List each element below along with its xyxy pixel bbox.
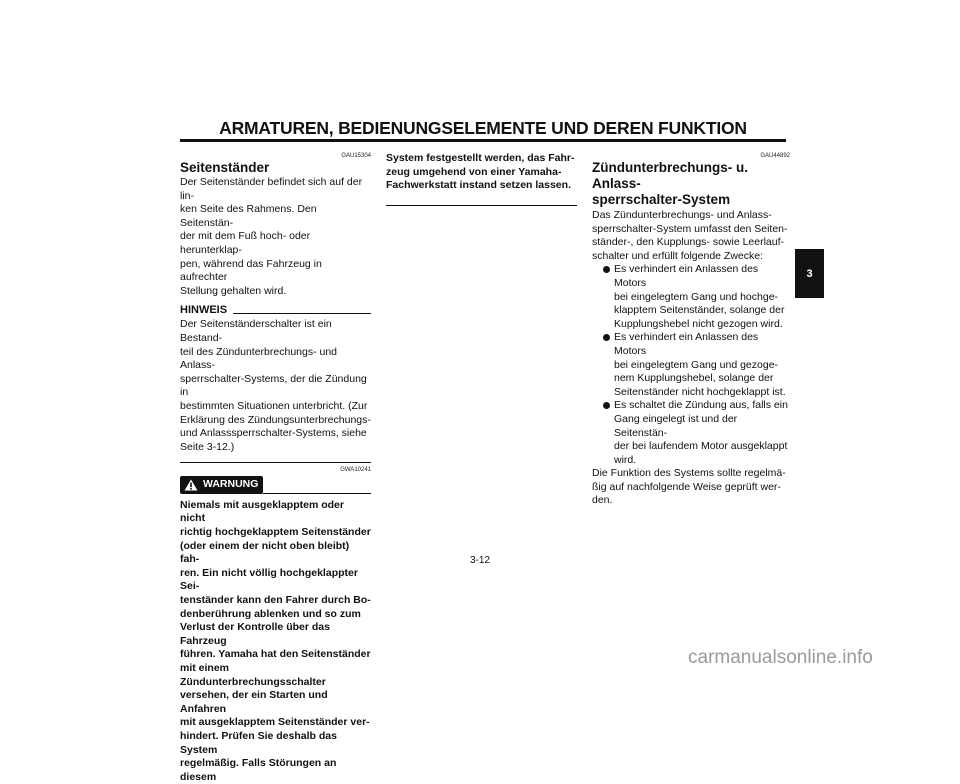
text-line: tenständer kann den Fahrer durch Bo- — [180, 594, 371, 607]
section-code: GAU15304 — [341, 153, 371, 159]
text-line: Kupplungshebel nicht gezogen wird. — [614, 317, 783, 330]
text-line: bei eingelegtem Gang und hochge- — [614, 290, 779, 303]
text-line: der mit dem Fuß hoch- oder herunterklap- — [180, 230, 311, 256]
text-line: bei eingelegtem Gang und gezoge- — [614, 358, 779, 371]
hinweis-header — [180, 304, 371, 317]
text-line: pen, während das Fahrzeug in aufrechter — [180, 257, 322, 284]
section-title-seitenstaender: Seitenständer — [180, 160, 270, 175]
text-line: Gang eingelegt ist und der Seitenstän- — [614, 412, 738, 439]
text-line: wird. — [614, 453, 637, 466]
text-line: sperrschalter-Systems, der die Zündung in — [180, 372, 367, 399]
text-line: ken Seite des Rahmens. Den Seitenstän- — [180, 203, 317, 229]
text-line: Es schaltet die Zündung aus, falls ein — [614, 399, 788, 412]
text-line: ßig auf nachfolgende Weise geprüft wer- — [592, 480, 781, 493]
bullet-icon — [603, 266, 610, 273]
text-line: Stellung gehalten wird. — [180, 284, 287, 297]
text-line: System festgestellt werden, das Fahr- — [386, 152, 575, 164]
text-line: hindert. Prüfen Sie deshalb das System — [180, 729, 337, 756]
section-code: GAU44892 — [760, 153, 790, 159]
text-line: mit einem Zündunterbrechungsschalter — [180, 662, 326, 688]
warning-triangle-icon — [184, 479, 198, 491]
text-line: bestimmten Situationen unterbricht. (Zur — [180, 399, 368, 412]
text-line: ren. Ein nicht völlig hochgeklappter Sei- — [180, 566, 358, 593]
text-line: Seitenständer nicht hochgeklappt ist. — [614, 385, 786, 398]
body-text — [180, 176, 371, 298]
list-item — [592, 399, 790, 467]
intro-text — [592, 209, 790, 263]
list-item — [592, 263, 790, 331]
hinweis-label: HINWEIS — [180, 304, 228, 317]
text-line: Seite 3-12.) — [180, 440, 235, 453]
text-line: führen. Yamaha hat den Seitenständer — [180, 648, 371, 661]
text-line: Die Funktion des Systems sollte regelmä- — [592, 467, 786, 480]
bullet-icon — [603, 402, 610, 409]
text-line: Verlust der Kontrolle über das Fahrzeug — [180, 621, 330, 647]
column-3 — [592, 152, 790, 508]
column-1 — [180, 152, 371, 784]
warning-rule — [263, 493, 371, 494]
bullet-list — [592, 263, 790, 467]
text-line: der bei laufendem Motor ausgeklappt — [614, 440, 788, 453]
warning-badge — [180, 476, 263, 494]
title-line: Zündunterbrechungs- u. Anlass- — [592, 160, 748, 191]
section-title-zuendunterbrechung — [592, 160, 790, 208]
text-line: richtig hochgeklapptem Seitenständer — [180, 526, 371, 539]
text-line: denberührung ablenken und so zum — [180, 607, 361, 620]
text-line: und Anlasssperrschalter-Systems, siehe — [180, 427, 367, 440]
warning-text-continued — [386, 152, 577, 193]
text-line: regelmäßig. Falls Störungen an diesem — [180, 757, 337, 783]
text-line: den. — [592, 494, 613, 507]
warning-text — [180, 499, 371, 784]
page-header-title: ARMATUREN, BEDIENUNGSELEMENTE UND DEREN FUNKTION — [219, 118, 747, 138]
text-line: mit ausgeklapptem Seitenständer ver- — [180, 716, 370, 729]
text-line: Es verhindert ein Anlassen des Motors — [614, 263, 759, 289]
text-line: (oder einem der nicht oben bleibt) fah- — [180, 539, 350, 566]
hinweis-text — [180, 318, 371, 454]
header-rule — [180, 139, 786, 142]
text-line: Das Zündunterbrechungs- und Anlass- — [592, 209, 772, 221]
watermark-text: carmanualsonline.info — [688, 647, 873, 668]
text-line: Der Seitenständer befindet sich auf der lin- — [180, 176, 363, 202]
text-line: Erklärung des Zündungsunterbrechungs- — [180, 413, 371, 426]
text-line: Niemals mit ausgeklapptem oder nicht — [180, 498, 344, 525]
hinweis-rule — [233, 313, 371, 314]
text-line: versehen, der ein Starten und Anfahren — [180, 689, 328, 715]
hinweis-end-rule — [180, 462, 371, 463]
text-line: nem Kupplungshebel, solange der — [614, 372, 774, 385]
page-number: 3-12 — [469, 555, 490, 566]
text-line: ständer-, den Kupplungs- sowie Leerlauf- — [592, 236, 785, 249]
text-line: sperrschalter-System umfasst den Seiten- — [592, 222, 788, 235]
warning-label: WARNUNG — [203, 478, 259, 491]
column-2 — [386, 152, 577, 206]
chapter-tab: 3 — [795, 249, 824, 298]
text-line: schalter und erfüllt folgende Zwecke: — [592, 249, 764, 262]
warning-end-rule — [386, 205, 577, 206]
text-line: Fachwerkstatt instand setzen lassen. — [386, 179, 571, 192]
list-item — [592, 331, 790, 399]
text-line: teil des Zündunterbrechungs- und Anlass- — [180, 345, 338, 372]
warning-code: GWA10241 — [340, 467, 371, 474]
warning-header — [180, 476, 371, 494]
text-line: Der Seitenständerschalter ist ein Bestand- — [180, 318, 332, 344]
outro-text — [592, 467, 790, 508]
text-line: Es verhindert ein Anlassen des Motors — [614, 331, 759, 357]
bullet-icon — [603, 334, 610, 341]
title-line: sperrschalter-System — [592, 192, 731, 207]
text-line: klapptem Seitenständer, solange der — [614, 304, 785, 317]
text-line: zeug umgehend von einer Yamaha- — [386, 165, 562, 178]
